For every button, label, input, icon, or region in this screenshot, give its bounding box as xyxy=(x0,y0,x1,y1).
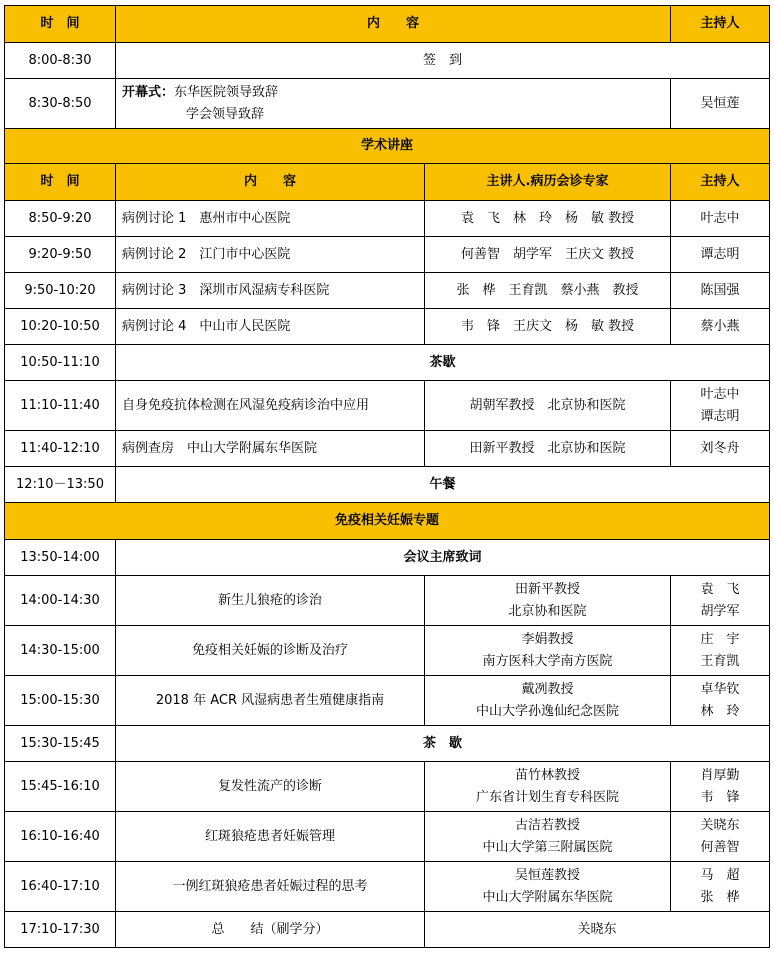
talk-speaker-name: 苗竹林教授 xyxy=(515,767,581,783)
header-row xyxy=(5,6,770,43)
talk-content: 2018 年 ACR 风湿病患者生殖健康指南 xyxy=(116,676,425,726)
talk-time: 16:40-17:10 xyxy=(5,862,116,912)
chair-time: 13:50-14:00 xyxy=(5,540,116,576)
talk-hosts xyxy=(671,862,770,912)
talk-host: 卓华钦 xyxy=(700,681,740,697)
talk-content: 红斑狼疮患者妊娠管理 xyxy=(116,812,425,862)
table-row xyxy=(5,431,770,467)
table-row xyxy=(5,626,770,676)
talk-speaker-name: 吴恒莲教授 xyxy=(515,867,581,883)
talk-speaker xyxy=(425,676,671,726)
talk-time: 14:30-15:00 xyxy=(5,626,116,676)
case-content: 病例讨论 4 中山市人民医院 xyxy=(116,309,425,345)
talk-time: 14:00-14:30 xyxy=(5,576,116,626)
talk-speaker-org: 中山大学孙逸仙纪念医院 xyxy=(476,703,620,719)
talk-speaker-name: 古洁若教授 xyxy=(515,817,581,833)
lunch-time: 12:10－13:50 xyxy=(5,467,116,503)
lecture-host: 叶志中 xyxy=(700,386,740,402)
lecture-host: 刘冬舟 xyxy=(671,431,770,467)
talk-host: 胡学军 xyxy=(700,603,740,619)
table-row xyxy=(5,309,770,345)
talk-hosts xyxy=(671,576,770,626)
talk-host: 韦 锋 xyxy=(700,789,740,805)
subheader-speakers: 主讲人.病历会诊专家 xyxy=(425,164,671,201)
table-row xyxy=(5,676,770,726)
lecture-content: 自身免疫抗体检测在风湿免疫病诊治中应用 xyxy=(116,381,425,431)
header-content: 内 容 xyxy=(116,6,671,43)
chair-label: 会议主席致词 xyxy=(116,540,770,576)
section-academic-title: 学术讲座 xyxy=(5,129,770,164)
opening-time: 8:30-8:50 xyxy=(5,79,116,129)
table-row xyxy=(5,862,770,912)
lecture-hosts xyxy=(671,381,770,431)
talk-speaker xyxy=(425,762,671,812)
section-academic xyxy=(5,129,770,164)
table-row xyxy=(5,381,770,431)
opening-prefix: 开幕式： xyxy=(122,84,175,100)
case-content: 病例讨论 1 惠州市中心医院 xyxy=(116,201,425,237)
talk-host: 马 超 xyxy=(700,867,740,883)
signin-row xyxy=(5,43,770,79)
case-speakers: 何善智 胡学军 王庆文 教授 xyxy=(425,237,671,273)
table-row xyxy=(5,237,770,273)
case-content: 病例讨论 2 江门市中心医院 xyxy=(116,237,425,273)
lecture-host: 谭志明 xyxy=(700,408,740,424)
closing-row xyxy=(5,912,770,948)
lecture-speakers: 田新平教授 北京协和医院 xyxy=(425,431,671,467)
table-row xyxy=(5,273,770,309)
talk-host: 王育凯 xyxy=(700,653,740,669)
lecture-time: 11:40-12:10 xyxy=(5,431,116,467)
opening-row xyxy=(5,79,770,129)
opening-line2: 学会领导致辞 xyxy=(186,106,265,122)
case-speakers: 袁 飞 林 玲 杨 敏 教授 xyxy=(425,201,671,237)
talk-hosts xyxy=(671,676,770,726)
talk-host: 袁 飞 xyxy=(700,581,740,597)
break-time: 10:50-11:10 xyxy=(5,345,116,381)
talk-hosts xyxy=(671,762,770,812)
talk-speaker-org: 南方医科大学南方医院 xyxy=(482,653,613,669)
talk-time: 15:00-15:30 xyxy=(5,676,116,726)
break-time: 15:30-15:45 xyxy=(5,726,116,762)
table-row xyxy=(5,576,770,626)
talk-host: 关晓东 xyxy=(700,817,740,833)
talk-host: 肖厚勤 xyxy=(700,767,740,783)
lecture-content: 病例查房 中山大学附属东华医院 xyxy=(116,431,425,467)
talk-speaker-org: 广东省计划生育专科医院 xyxy=(476,789,620,805)
table-row xyxy=(5,812,770,862)
section-pregnancy-title: 免疫相关妊娠专题 xyxy=(5,503,770,540)
signin-label: 签 到 xyxy=(116,43,770,79)
case-speakers: 韦 锋 王庆文 杨 敏 教授 xyxy=(425,309,671,345)
closing-time: 17:10-17:30 xyxy=(5,912,116,948)
case-time: 9:50-10:20 xyxy=(5,273,116,309)
closing-content: 总 结（刷学分） xyxy=(116,912,425,948)
talk-speaker-name: 李娟教授 xyxy=(521,631,574,647)
talk-speaker-org: 北京协和医院 xyxy=(508,603,587,619)
closing-speaker: 关晓东 xyxy=(425,912,770,948)
talk-speaker xyxy=(425,812,671,862)
talk-speaker xyxy=(425,862,671,912)
subheader-row xyxy=(5,164,770,201)
table-row xyxy=(5,201,770,237)
subheader-host: 主持人 xyxy=(671,164,770,201)
talk-hosts xyxy=(671,812,770,862)
lunch-row xyxy=(5,467,770,503)
talk-speaker-name: 田新平教授 xyxy=(515,581,581,597)
case-speakers: 张 桦 王育凯 蔡小燕 教授 xyxy=(425,273,671,309)
case-time: 8:50-9:20 xyxy=(5,201,116,237)
talk-speaker-org: 中山大学第三附属医院 xyxy=(482,839,613,855)
case-time: 10:20-10:50 xyxy=(5,309,116,345)
opening-host: 吴恒莲 xyxy=(671,79,770,129)
case-content: 病例讨论 3 深圳市风湿病专科医院 xyxy=(116,273,425,309)
case-host: 蔡小燕 xyxy=(671,309,770,345)
opening-line1: 东华医院领导致辞 xyxy=(174,84,279,100)
talk-hosts xyxy=(671,626,770,676)
lecture-speakers: 胡朝军教授 北京协和医院 xyxy=(425,381,671,431)
header-time: 时 间 xyxy=(5,6,116,43)
header-host: 主持人 xyxy=(671,6,770,43)
subheader-content: 内 容 xyxy=(116,164,425,201)
subheader-time: 时 间 xyxy=(5,164,116,201)
section-pregnancy xyxy=(5,503,770,540)
talk-speaker-name: 戴冽教授 xyxy=(521,681,574,697)
opening-content xyxy=(116,79,671,129)
case-host: 叶志中 xyxy=(671,201,770,237)
signin-time: 8:00-8:30 xyxy=(5,43,116,79)
talk-speaker xyxy=(425,576,671,626)
schedule-table xyxy=(4,5,770,948)
table-row xyxy=(5,762,770,812)
talk-time: 15:45-16:10 xyxy=(5,762,116,812)
case-host: 谭志明 xyxy=(671,237,770,273)
break-row xyxy=(5,345,770,381)
talk-speaker-org: 中山大学附属东华医院 xyxy=(482,889,613,905)
break-label: 茶 歇 xyxy=(116,726,770,762)
chair-row xyxy=(5,540,770,576)
talk-host: 林 玲 xyxy=(700,703,740,719)
talk-time: 16:10-16:40 xyxy=(5,812,116,862)
case-time: 9:20-9:50 xyxy=(5,237,116,273)
talk-content: 复发性流产的诊断 xyxy=(116,762,425,812)
break-label: 茶歇 xyxy=(116,345,770,381)
talk-host: 庄 宇 xyxy=(700,631,740,647)
talk-speaker xyxy=(425,626,671,676)
lunch-label: 午餐 xyxy=(116,467,770,503)
talk-host: 何善智 xyxy=(700,839,740,855)
lecture-time: 11:10-11:40 xyxy=(5,381,116,431)
talk-content: 一例红斑狼疮患者妊娠过程的思考 xyxy=(116,862,425,912)
talk-content: 新生儿狼疮的诊治 xyxy=(116,576,425,626)
talk-content: 免疫相关妊娠的诊断及治疗 xyxy=(116,626,425,676)
talk-host: 张 桦 xyxy=(700,889,740,905)
case-host: 陈国强 xyxy=(671,273,770,309)
break-row xyxy=(5,726,770,762)
